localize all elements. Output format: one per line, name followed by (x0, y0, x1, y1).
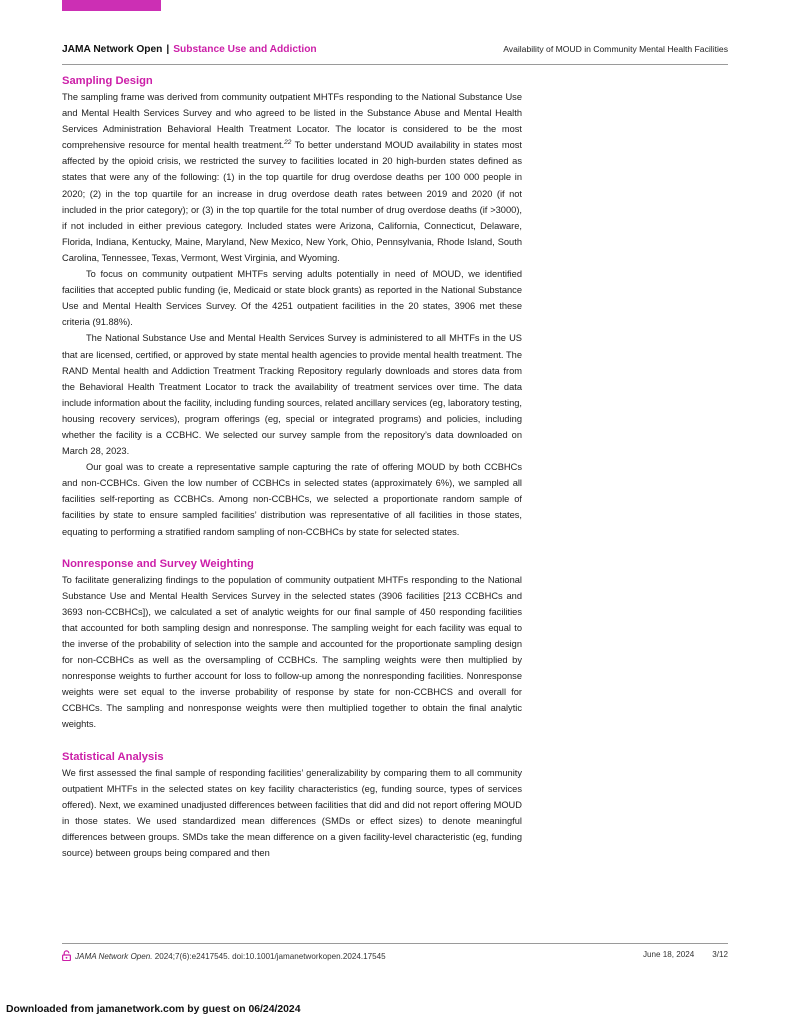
paragraph: The National Substance Use and Mental Health Services Survey is administered to all MHTFs in the US that are licensed, certified, or approved by state mental health agencies to provide mental health treatment. The RAND Mental health and Addiction Treatment Tracking Repository regularly downloads and stores data from the Behavioral Health Treatment Locator to track the availability of treatment services over time. The data include information about the facility, including funding sources, related ancillary services (eg, laboratory testing, housing recovery services), program offerings (eg, special or integrated programs) and policies, including whether the facility is a CCBHC. We selected our survey sample from the repository’s data downloaded on March 28, 2023. (62, 333, 522, 457)
header-separator: | (166, 44, 170, 55)
footer-rule (62, 943, 728, 944)
journal-name (62, 44, 317, 55)
paragraph-text: To better understand MOUD availability in states most affected by the opioid crisis, we restricted the survey to facilities located in 20 high-burden states defined as states that were any of the following: (1) in the top quartile for drug overdose deaths per 100 000 people in 2020; (2) in the top quartile for an increase in drug overdose death rates between 2019 and 2020 (if not included in the prior category); or (3) in the top quartile for the total number of drug overdose deaths (if >3000), if not included in either previous category. Included states were Arizona, California, Connecticut, Delaware, Florida, Indiana, Kentucky, Maine, Maryland, New Mexico, New York, Ohio, Pennsylvania, Rhode Island, South Carolina, Tennessee, Texas, Vermont, West Virginia, and Wyoming. (62, 140, 522, 263)
paragraph: Our goal was to create a representative sample capturing the rate of offering MOUD by both CCBHCs and non-CCBHCs. Given the low number of CCBHCs in selected states (approximately 6%), we sampled all facilities self-reporting as CCBHCs. Among non-CCBHCs, we selected a proportionate random sample of facilities by state to ensure sampled facilities’ distribution was representative of all facilities in those states, equating to performing a stratified random sampling of non-CCBHCs by state for selected states. (62, 462, 522, 537)
page-header (62, 44, 728, 58)
download-notice: Downloaded from jamanetwork.com by guest on 06/24/2024 (6, 1004, 301, 1015)
journal-section: Substance Use and Addiction (173, 44, 317, 55)
section-heading: Nonresponse and Survey Weighting (62, 557, 254, 570)
paragraph: To focus on community outpatient MHTFs serving adults potentially in need of MOUD, we identified facilities that accepted public funding (ie, Medicaid or state block grants) as reported in the National Substance Use and Mental Health Services Survey. Of the 4251 outpatient facilities in the 20 states, 3906 met these criteria (91.88%). (62, 269, 522, 328)
page-number: 3/12 (712, 950, 728, 959)
publication-date: June 18, 2024 (643, 950, 695, 959)
paragraph: We first assessed the final sample of responding facilities’ generalizability by comparing them to all community outpatient MHTFs in the selected states on key facility characteristics (eg, funding source, types of services offered). Next, we examined unadjusted differences between facilities that did and did not report offering MOUD in those states. We used standardized mean differences (SMDs or effect sizes) to denote meaningful differences between groups. SMDs take the mean difference on a given facility-level characteristic (eg, funding source) between groups being compared and then (62, 767, 522, 859)
page-footer (62, 950, 728, 964)
running-title: Availability of MOUD in Community Mental Health Facilities (503, 44, 728, 54)
paragraph-text: The sampling frame was derived from community outpatient MHTFs responding to the National Substance Use and Mental Health Services Survey and who agreed to be listed in the Substance Abuse and Mental Health Services Administration Behavioral Health Treatment Locator. The locator is considered to be the most comprehensive resource for mental health treatment. (62, 92, 522, 151)
section-heading: Sampling Design (62, 75, 153, 87)
paragraph: To facilitate generalizing findings to the population of community outpatient MHTFs responding to the National Substance Use and Mental Health Services Survey in the selected states (3906 facilities [213 CCBHCs and 3693 non-CCBHCs]), we calculated a set of analytic weights for our final sample of 450 responding facilities that accounted for both sampling design and nonresponse. The sampling weight for each facility was equal to the inverse of the probability of selection into the sample and accounted for the proportionate sampling design for non-CCBHCs as well as the oversampling of CCBHCs. The sampling weights were then multiplied by nonresponse weights to further account for loss to follow-up among the nonresponding facilities. Nonresponse weights were set equal to the inverse probability of response by state for non-CCBHCS and overall for CCBHCs. The sampling and nonresponse weights were then multiplied together to obtain the final analytic weights. (62, 574, 522, 730)
article-body (62, 73, 522, 861)
paragraph (62, 89, 522, 266)
top-accent-bar (62, 0, 161, 11)
section-heading: Statistical Analysis (62, 750, 164, 763)
reference-superscript: 22 (284, 139, 292, 147)
footer-journal: JAMA Network Open. (75, 952, 153, 961)
footer-citation: 2024;7(6):e2417545. doi:10.1001/jamanetworkopen.2024.17545 (152, 952, 386, 961)
open-access-lock-icon (62, 950, 71, 961)
section-statistical-analysis (62, 749, 522, 862)
section-nonresponse-weighting (62, 556, 522, 733)
section-sampling-design (62, 73, 522, 540)
journal-title: JAMA Network Open (62, 44, 163, 55)
header-rule (62, 64, 728, 65)
citation (62, 950, 386, 961)
